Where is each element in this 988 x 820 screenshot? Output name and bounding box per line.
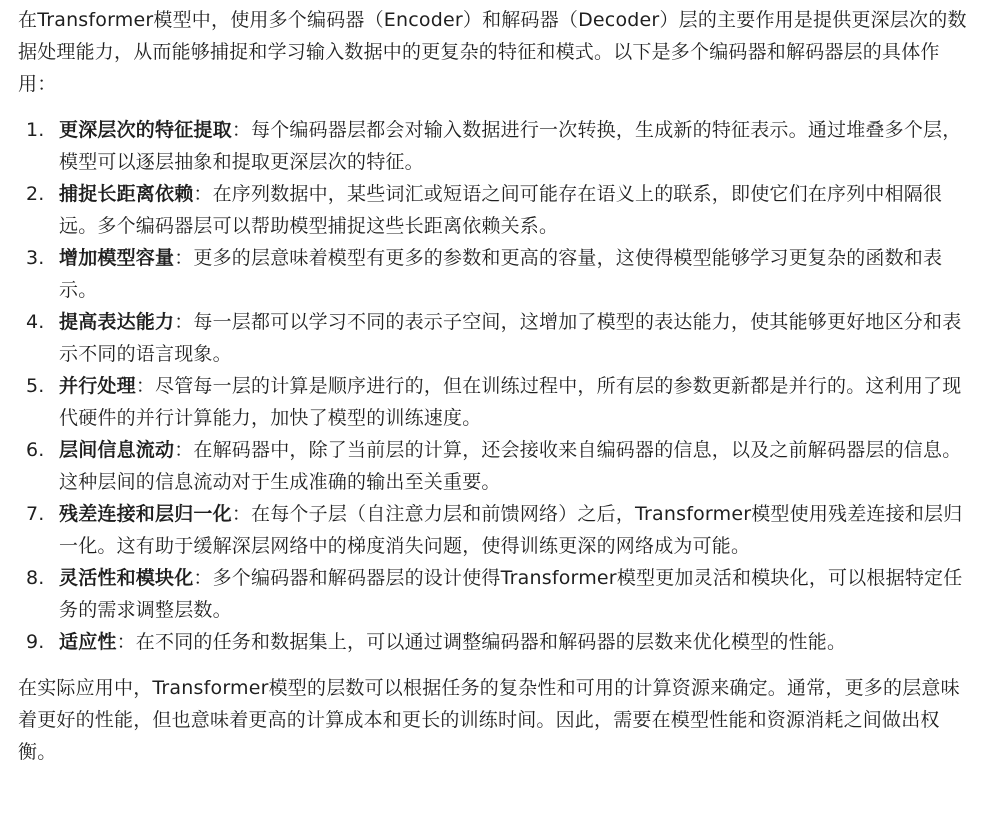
list-number: 7. — [26, 503, 45, 525]
list-number: 3. — [26, 247, 45, 269]
list-item — [18, 370, 970, 434]
list-item — [18, 434, 970, 498]
list-number: 2. — [26, 183, 45, 205]
list-text: ：在不同的任务和数据集上，可以通过调整编码器和解码器的层数来优化模型的性能。 — [116, 631, 847, 653]
list-text: ：更多的层意味着模型有更多的参数和更高的容量，这使得模型能够学习更复杂的函数和表示。 — [59, 247, 943, 301]
list-number: 8. — [26, 567, 45, 589]
list-item — [18, 114, 970, 178]
list-item — [18, 562, 970, 626]
list-text: ：在解码器中，除了当前层的计算，还会接收来自编码器的信息，以及之前解码器层的信息。这种层间的信息流动对于生成准确的输出至关重要。 — [59, 439, 962, 493]
list-term: 捕捉长距离依赖 — [59, 183, 194, 205]
list-text: ：每一层都可以学习不同的表示子空间，这增加了模型的表达能力，使其能够更好地区分和表示不同的语言现象。 — [59, 311, 962, 365]
list-term: 适应性 — [59, 631, 117, 653]
list-term: 残差连接和层归一化 — [59, 503, 232, 525]
points-list — [18, 114, 970, 658]
list-item — [18, 242, 970, 306]
list-text: ：在每个子层（自注意力层和前馈网络）之后，Transformer模型使用残差连接和层归一化。这有助于缓解深层网络中的梯度消失问题，使得训练更深的网络成为可能。 — [59, 503, 963, 557]
list-term: 层间信息流动 — [59, 439, 175, 461]
intro-paragraph: 在Transformer模型中，使用多个编码器（Encoder）和解码器（Decoder）层的主要作用是提供更深层次的数据处理能力，从而能够捕捉和学习输入数据中的更复杂的特征和模式。以下是多个编码器和解码器层的具体作用： — [18, 9, 967, 95]
list-text: ：每个编码器层都会对输入数据进行一次转换，生成新的特征表示。通过堆叠多个层，模型可以逐层抽象和提取更深层次的特征。 — [59, 119, 962, 173]
list-term: 增加模型容量 — [59, 247, 175, 269]
list-term: 更深层次的特征提取 — [59, 119, 232, 141]
list-item — [18, 626, 970, 658]
list-text: ：尽管每一层的计算是顺序进行的，但在训练过程中，所有层的参数更新都是并行的。这利用了现代硬件的并行计算能力，加快了模型的训练速度。 — [59, 375, 962, 429]
list-number: 4. — [26, 311, 45, 333]
list-term: 提高表达能力 — [59, 311, 175, 333]
list-item — [18, 178, 970, 242]
list-number: 1. — [26, 119, 45, 141]
list-term: 并行处理 — [59, 375, 136, 397]
list-item — [18, 306, 970, 370]
list-number: 5. — [26, 375, 45, 397]
list-text: ：在序列数据中，某些词汇或短语之间可能存在语义上的联系，即使它们在序列中相隔很远。多个编码器层可以帮助模型捕捉这些长距离依赖关系。 — [59, 183, 943, 237]
list-number: 6. — [26, 439, 45, 461]
conclusion-paragraph: 在实际应用中，Transformer模型的层数可以根据任务的复杂性和可用的计算资源来确定。通常，更多的层意味着更好的性能，但也意味着更高的计算成本和更长的训练时间。因此，需要在模型性能和资源消耗之间做出权衡。 — [18, 677, 960, 763]
list-text: ：多个编码器和解码器层的设计使得Transformer模型更加灵活和模块化，可以根据特定任务的需求调整层数。 — [59, 567, 963, 621]
list-number: 9. — [26, 631, 45, 653]
list-item — [18, 498, 970, 562]
list-term: 灵活性和模块化 — [59, 567, 194, 589]
